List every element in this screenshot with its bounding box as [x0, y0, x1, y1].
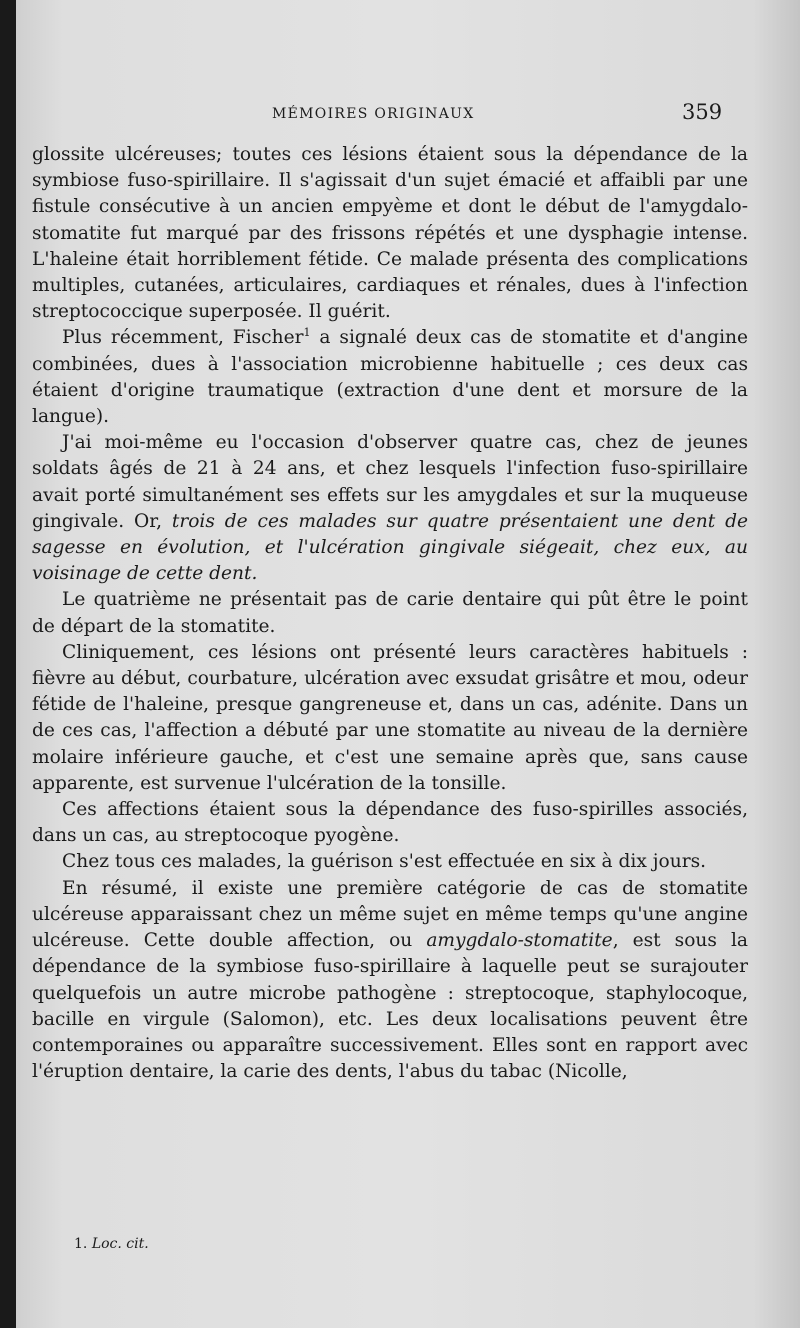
- footnote: [74, 1236, 149, 1252]
- page-header: [16, 100, 800, 130]
- footnote-ref: 1: [303, 326, 311, 340]
- paragraph-2-rest: a signalé deux cas de stomatite et d'angine combinées, dues à l'association microbienne habituelle ; ces deux cas étaient d'origine traumatique (extraction d'une dent et morsure de la langue).: [32, 327, 748, 428]
- paragraph-4: Le quatrième ne présentait pas de carie dentaire qui pût être le point de départ de la stomatite.: [32, 589, 748, 637]
- page-number: 359: [682, 100, 723, 124]
- paragraph-3-start: J'ai moi-même eu l'occasion d'observer quatre cas, chez de jeunes soldats âgés de 21 à 24 ans, et chez lesquels l'infection fuso-spirillaire avait porté simultanément ses effets sur les amygdales et sur la muqueuse gingivale. Or,: [32, 432, 748, 532]
- running-title: MÉMOIRES ORIGINAUX: [272, 106, 475, 122]
- paragraph-8: [32, 876, 748, 1086]
- paragraph-8-rest: , est sous la dépendance de la symbiose fuso-spirillaire à laquelle peut se surajouter quelquefois un autre microbe pathogène : streptocoque, staphylocoque, bacille en virgule (Salomon), etc. Les deux localisations peuvent être contemporaines ou apparaître successivement. Elles sont en rapport avec l'éruption dentaire, la carie des dents, l'abus du tabac (Nicolle,: [32, 930, 749, 1083]
- book-page: [16, 0, 800, 1328]
- paragraph-8-start: En résumé, il existe une première catégorie de cas de stomatite ulcéreuse apparaissant chez un même sujet en même temps qu'une angine ulcéreuse. Cette double affection, ou: [32, 877, 748, 952]
- footnote-text: Loc. cit.: [91, 1236, 149, 1252]
- paragraph-8-italic: amygdalo-stomatite: [426, 930, 613, 952]
- paragraph-2-start: Plus récemment, Fischer: [62, 327, 304, 349]
- paragraph-3-italic: trois de ces malades sur quatre présentaient une dent de sagesse en évolution, et l'ulcération gingivale siégeait, chez eux, au voisinage de cette dent.: [32, 510, 748, 585]
- paragraph-2: [32, 325, 748, 430]
- footnote-number: 1.: [74, 1236, 88, 1252]
- paragraph-6: Ces affections étaient sous la dépendance des fuso-spirilles associés, dans un cas, au streptocoque pyogène.: [32, 799, 748, 847]
- paragraph-7: Chez tous ces malades, la guérison s'est effectuée en six à dix jours.: [62, 851, 707, 873]
- body-text: [32, 142, 748, 1085]
- paragraph-1: glossite ulcéreuses; toutes ces lésions étaient sous la dépendance de la symbiose fuso-spirillaire. Il s'agissait d'un sujet émacié et affaibli par une fistule consécutive à un ancien empyème et dont le début de l'amygdalo-stomatite fut marqué par des frissons répétés et une dysphagie intense. L'haleine était horriblement fétide. Ce malade présenta des complications multiples, cutanées, articulaires, cardiaques et rénales, dues à l'infection streptococcique superposée. Il guérit.: [32, 144, 748, 323]
- paragraph-3: [32, 430, 748, 587]
- paragraph-5: Cliniquement, ces lésions ont présenté leurs caractères habituels : fièvre au début, courbature, ulcération avec exsudat grisâtre et mou, odeur fétide de l'haleine, presque gangreneuse et, dans un cas, adénite. Dans un de ces cas, l'affection a débuté par une stomatite au niveau de la dernière molaire inférieure gauche, et c'est une semaine après que, sans cause apparente, est survenue l'ulcération de la tonsille.: [32, 641, 748, 794]
